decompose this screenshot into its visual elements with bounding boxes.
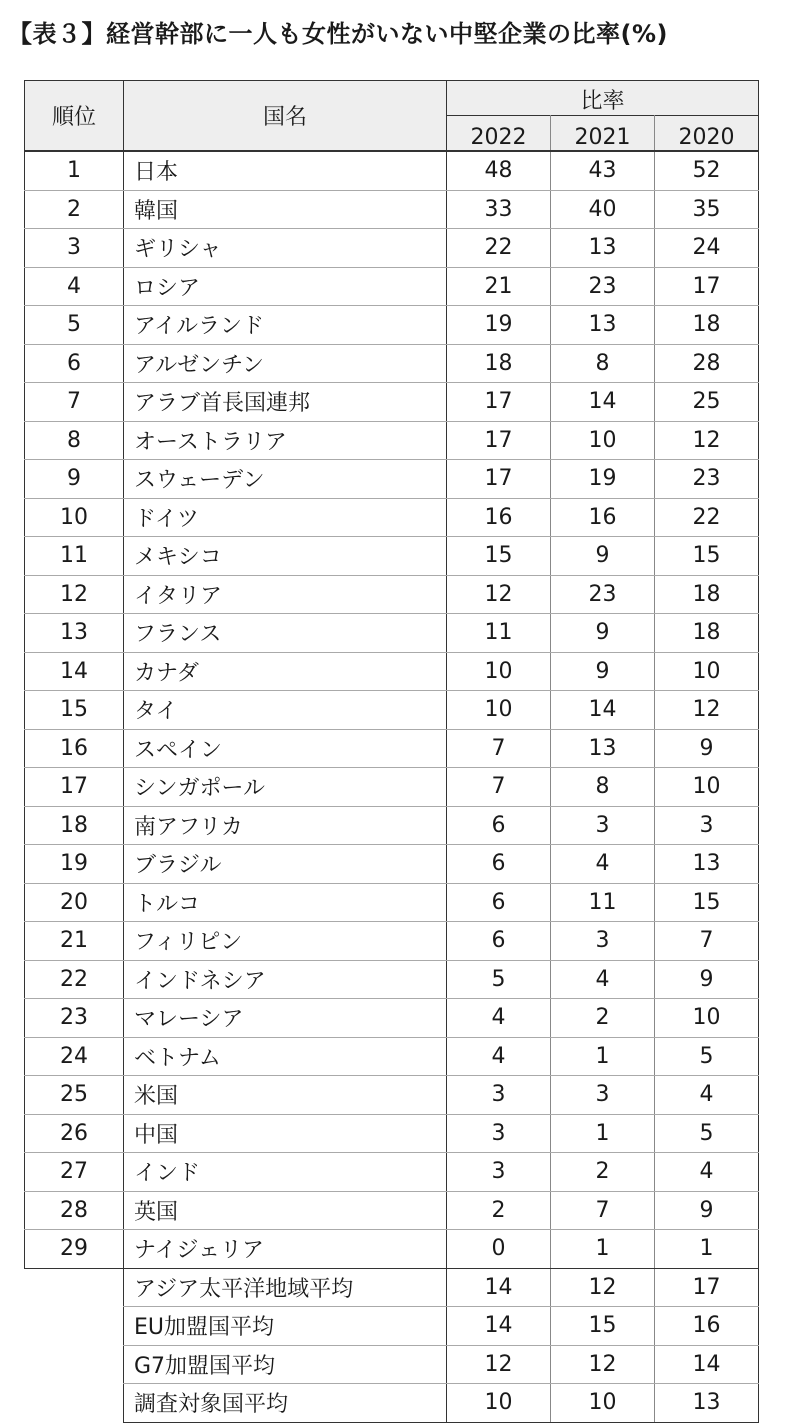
value-2022-cell: 48	[447, 151, 551, 190]
value-2021-cell: 9	[551, 652, 655, 691]
average-label-cell: EU加盟国平均	[124, 1307, 447, 1346]
country-cell: 南アフリカ	[124, 806, 447, 845]
blank-cell	[25, 1345, 124, 1384]
value-2021-cell: 13	[551, 229, 655, 268]
value-2022-cell: 18	[447, 344, 551, 383]
country-cell: メキシコ	[124, 537, 447, 576]
rank-cell: 21	[25, 922, 124, 961]
average-label-cell: 調査対象国平均	[124, 1384, 447, 1423]
rank-cell: 24	[25, 1037, 124, 1076]
value-2020-cell: 3	[655, 806, 759, 845]
value-2021-cell: 4	[551, 845, 655, 884]
table-row	[25, 498, 759, 537]
rank-cell: 17	[25, 768, 124, 807]
value-2021-cell: 15	[551, 1307, 655, 1346]
value-2020-cell: 18	[655, 306, 759, 345]
rank-cell: 10	[25, 498, 124, 537]
value-2021-cell: 3	[551, 806, 655, 845]
value-2022-cell: 12	[447, 575, 551, 614]
year-header-2021: 2021	[551, 116, 655, 152]
value-2020-cell: 28	[655, 344, 759, 383]
table-row	[25, 652, 759, 691]
table-row	[25, 537, 759, 576]
rank-cell: 19	[25, 845, 124, 884]
country-cell: イタリア	[124, 575, 447, 614]
table-row	[25, 1153, 759, 1192]
rank-cell: 3	[25, 229, 124, 268]
value-2021-cell: 13	[551, 306, 655, 345]
value-2021-cell: 14	[551, 691, 655, 730]
value-2021-cell: 10	[551, 1384, 655, 1423]
value-2020-cell: 1	[655, 1230, 759, 1269]
rank-cell: 11	[25, 537, 124, 576]
country-cell: 米国	[124, 1076, 447, 1115]
rank-cell: 16	[25, 729, 124, 768]
table-row	[25, 190, 759, 229]
country-cell: アルゼンチン	[124, 344, 447, 383]
value-2022-cell: 11	[447, 614, 551, 653]
table-row	[25, 768, 759, 807]
value-2021-cell: 19	[551, 460, 655, 499]
table-row	[25, 306, 759, 345]
country-cell: ブラジル	[124, 845, 447, 884]
value-2022-cell: 14	[447, 1268, 551, 1307]
rank-cell: 9	[25, 460, 124, 499]
table-row	[25, 691, 759, 730]
table-row	[25, 229, 759, 268]
value-2020-cell: 4	[655, 1076, 759, 1115]
country-cell: 日本	[124, 151, 447, 190]
value-2020-cell: 22	[655, 498, 759, 537]
country-cell: ギリシャ	[124, 229, 447, 268]
table-row	[25, 151, 759, 190]
rank-cell: 20	[25, 883, 124, 922]
value-2020-cell: 35	[655, 190, 759, 229]
value-2020-cell: 24	[655, 229, 759, 268]
country-header: 国名	[124, 81, 447, 152]
value-2022-cell: 4	[447, 1037, 551, 1076]
value-2020-cell: 18	[655, 614, 759, 653]
country-cell: ドイツ	[124, 498, 447, 537]
value-2022-cell: 3	[447, 1114, 551, 1153]
table-row	[25, 421, 759, 460]
ratio-header: 比率	[447, 81, 759, 116]
value-2021-cell: 4	[551, 960, 655, 999]
value-2022-cell: 6	[447, 806, 551, 845]
value-2022-cell: 12	[447, 1345, 551, 1384]
rank-cell: 25	[25, 1076, 124, 1115]
rank-cell: 15	[25, 691, 124, 730]
table-row	[25, 883, 759, 922]
value-2022-cell: 3	[447, 1153, 551, 1192]
value-2020-cell: 12	[655, 421, 759, 460]
rank-cell: 1	[25, 151, 124, 190]
value-2020-cell: 7	[655, 922, 759, 961]
country-cell: タイ	[124, 691, 447, 730]
value-2021-cell: 10	[551, 421, 655, 460]
value-2021-cell: 12	[551, 1268, 655, 1307]
value-2021-cell: 3	[551, 922, 655, 961]
average-row	[25, 1307, 759, 1346]
value-2020-cell: 23	[655, 460, 759, 499]
blank-cell	[25, 1384, 124, 1423]
table-row	[25, 383, 759, 422]
rank-cell: 28	[25, 1191, 124, 1230]
rank-cell: 5	[25, 306, 124, 345]
blank-cell	[25, 1307, 124, 1346]
rank-cell: 29	[25, 1230, 124, 1269]
value-2021-cell: 8	[551, 768, 655, 807]
country-cell: 中国	[124, 1114, 447, 1153]
rank-cell: 4	[25, 267, 124, 306]
value-2020-cell: 15	[655, 537, 759, 576]
table-row	[25, 614, 759, 653]
value-2022-cell: 10	[447, 1384, 551, 1423]
value-2020-cell: 18	[655, 575, 759, 614]
rank-cell: 14	[25, 652, 124, 691]
value-2022-cell: 10	[447, 691, 551, 730]
value-2022-cell: 6	[447, 845, 551, 884]
country-cell: カナダ	[124, 652, 447, 691]
average-label-cell: G7加盟国平均	[124, 1345, 447, 1384]
value-2021-cell: 1	[551, 1114, 655, 1153]
country-cell: ナイジェリア	[124, 1230, 447, 1269]
value-2022-cell: 16	[447, 498, 551, 537]
value-2021-cell: 23	[551, 267, 655, 306]
value-2021-cell: 11	[551, 883, 655, 922]
value-2020-cell: 10	[655, 768, 759, 807]
value-2020-cell: 17	[655, 1268, 759, 1307]
value-2020-cell: 17	[655, 267, 759, 306]
table-row	[25, 1230, 759, 1269]
table-row	[25, 1191, 759, 1230]
value-2022-cell: 14	[447, 1307, 551, 1346]
table-title: 【表３】経営幹部に一人も女性がいない中堅企業の比率(%)	[8, 20, 668, 48]
country-cell: スペイン	[124, 729, 447, 768]
table-row	[25, 1076, 759, 1115]
table-row	[25, 344, 759, 383]
table-row	[25, 1037, 759, 1076]
value-2020-cell: 16	[655, 1307, 759, 1346]
table-row	[25, 267, 759, 306]
value-2021-cell: 9	[551, 537, 655, 576]
rank-cell: 8	[25, 421, 124, 460]
value-2020-cell: 5	[655, 1114, 759, 1153]
country-cell: 韓国	[124, 190, 447, 229]
value-2020-cell: 9	[655, 729, 759, 768]
country-cell: インドネシア	[124, 960, 447, 999]
table-row	[25, 922, 759, 961]
value-2020-cell: 12	[655, 691, 759, 730]
value-2021-cell: 8	[551, 344, 655, 383]
value-2021-cell: 12	[551, 1345, 655, 1384]
country-cell: フランス	[124, 614, 447, 653]
value-2022-cell: 0	[447, 1230, 551, 1269]
country-cell: シンガポール	[124, 768, 447, 807]
country-cell: ベトナム	[124, 1037, 447, 1076]
value-2021-cell: 16	[551, 498, 655, 537]
rank-cell: 27	[25, 1153, 124, 1192]
country-cell: フィリピン	[124, 922, 447, 961]
value-2020-cell: 10	[655, 999, 759, 1038]
value-2022-cell: 17	[447, 383, 551, 422]
value-2021-cell: 43	[551, 151, 655, 190]
value-2021-cell: 23	[551, 575, 655, 614]
value-2020-cell: 5	[655, 1037, 759, 1076]
value-2022-cell: 7	[447, 768, 551, 807]
value-2022-cell: 19	[447, 306, 551, 345]
value-2020-cell: 9	[655, 960, 759, 999]
value-2021-cell: 3	[551, 1076, 655, 1115]
rank-cell: 6	[25, 344, 124, 383]
average-row	[25, 1345, 759, 1384]
value-2022-cell: 4	[447, 999, 551, 1038]
country-cell: インド	[124, 1153, 447, 1192]
rank-cell: 2	[25, 190, 124, 229]
rank-header: 順位	[25, 81, 124, 152]
country-cell: 英国	[124, 1191, 447, 1230]
value-2021-cell: 9	[551, 614, 655, 653]
value-2020-cell: 9	[655, 1191, 759, 1230]
table-row	[25, 1114, 759, 1153]
value-2022-cell: 21	[447, 267, 551, 306]
rank-cell: 18	[25, 806, 124, 845]
value-2022-cell: 33	[447, 190, 551, 229]
value-2020-cell: 52	[655, 151, 759, 190]
country-cell: オーストラリア	[124, 421, 447, 460]
table-row	[25, 729, 759, 768]
table-row	[25, 960, 759, 999]
table-row	[25, 575, 759, 614]
value-2020-cell: 4	[655, 1153, 759, 1192]
country-cell: アイルランド	[124, 306, 447, 345]
value-2021-cell: 14	[551, 383, 655, 422]
country-cell: マレーシア	[124, 999, 447, 1038]
rank-cell: 22	[25, 960, 124, 999]
rank-cell: 23	[25, 999, 124, 1038]
table-row	[25, 845, 759, 884]
value-2022-cell: 2	[447, 1191, 551, 1230]
country-cell: トルコ	[124, 883, 447, 922]
value-2022-cell: 6	[447, 922, 551, 961]
country-cell: スウェーデン	[124, 460, 447, 499]
average-row	[25, 1268, 759, 1307]
value-2022-cell: 7	[447, 729, 551, 768]
value-2022-cell: 5	[447, 960, 551, 999]
blank-cell	[25, 1268, 124, 1307]
value-2020-cell: 15	[655, 883, 759, 922]
value-2020-cell: 10	[655, 652, 759, 691]
country-cell: ロシア	[124, 267, 447, 306]
value-2020-cell: 25	[655, 383, 759, 422]
value-2021-cell: 13	[551, 729, 655, 768]
value-2020-cell: 13	[655, 1384, 759, 1423]
value-2022-cell: 15	[447, 537, 551, 576]
value-2021-cell: 7	[551, 1191, 655, 1230]
rank-cell: 26	[25, 1114, 124, 1153]
table-row	[25, 806, 759, 845]
year-header-2022: 2022	[447, 116, 551, 152]
value-2022-cell: 3	[447, 1076, 551, 1115]
value-2020-cell: 14	[655, 1345, 759, 1384]
value-2022-cell: 22	[447, 229, 551, 268]
value-2021-cell: 1	[551, 1230, 655, 1269]
table-row	[25, 460, 759, 499]
value-2020-cell: 13	[655, 845, 759, 884]
average-row	[25, 1384, 759, 1423]
table-row	[25, 999, 759, 1038]
average-label-cell: アジア太平洋地域平均	[124, 1268, 447, 1307]
rank-cell: 13	[25, 614, 124, 653]
value-2022-cell: 17	[447, 421, 551, 460]
year-header-2020: 2020	[655, 116, 759, 152]
value-2021-cell: 2	[551, 1153, 655, 1192]
ratio-table	[24, 80, 759, 1423]
rank-cell: 12	[25, 575, 124, 614]
value-2021-cell: 1	[551, 1037, 655, 1076]
value-2022-cell: 6	[447, 883, 551, 922]
rank-cell: 7	[25, 383, 124, 422]
value-2021-cell: 40	[551, 190, 655, 229]
country-cell: アラブ首長国連邦	[124, 383, 447, 422]
value-2022-cell: 10	[447, 652, 551, 691]
value-2021-cell: 2	[551, 999, 655, 1038]
value-2022-cell: 17	[447, 460, 551, 499]
